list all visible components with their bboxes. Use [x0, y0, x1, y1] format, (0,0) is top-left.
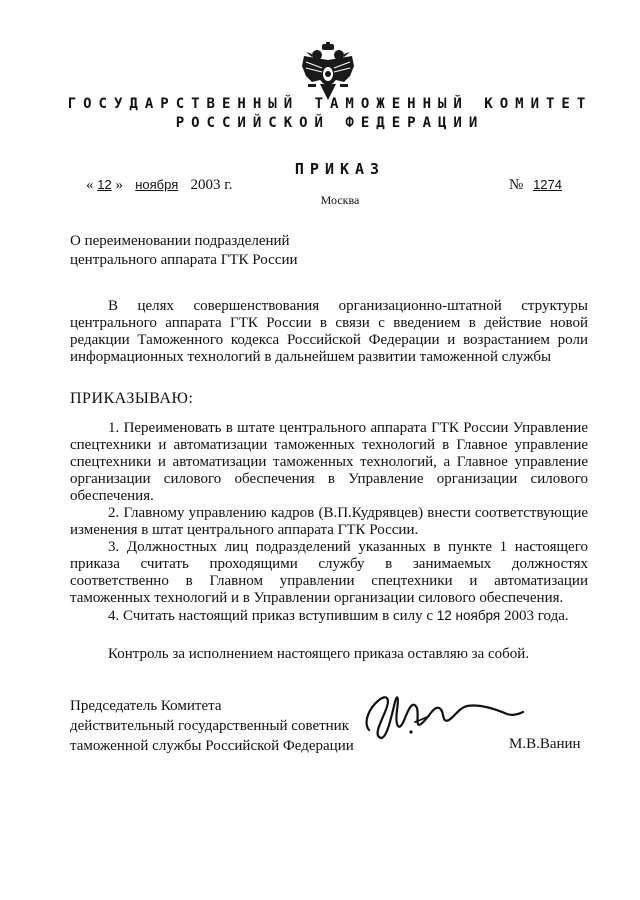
- date-close-quote: »: [115, 177, 123, 193]
- signatory-name: М.В.Ванин: [509, 736, 581, 752]
- signatory-title-line3: таможенной службы Российской Федерации: [70, 738, 354, 754]
- signatory-title: [70, 696, 354, 756]
- document-subject: [70, 232, 370, 270]
- subject-line2: центрального аппарата ГТК России: [70, 252, 298, 268]
- document-city: Москва: [320, 193, 360, 207]
- order-item-4: [70, 607, 588, 625]
- order-item-2: 2. Главному управлению кадров (В.П.Кудрявцев) внести соответствующие изменения в штат центрального аппарата ГТК России.: [70, 505, 588, 538]
- date-month: ноября: [135, 177, 179, 192]
- order-items: [70, 420, 588, 625]
- signatory-title-line1: Председатель Комитета: [70, 698, 222, 714]
- document-date: [86, 177, 232, 194]
- number-prefix: №: [509, 177, 524, 193]
- item4-prefix: 4. Считать настоящий приказ вступившим в силу с: [108, 608, 434, 624]
- document-type: ПРИКАЗ: [294, 160, 386, 178]
- date-open-quote: «: [86, 177, 94, 193]
- order-item-3: 3. Должностных лиц подразделений указанных в пункте 1 настоящего приказа считать проходящими службу в занимаемых должностях соответственно в Главном управлении спецтехники и автоматизации таможенных технологий и в Управлении организации силового обеспечения.: [70, 539, 588, 606]
- handwritten-signature-icon: [355, 678, 525, 748]
- item4-date: 12 ноября: [436, 608, 501, 623]
- order-heading: ПРИКАЗЫВАЮ:: [70, 390, 194, 407]
- date-year: 2003 г.: [190, 177, 233, 193]
- control-paragraph: Контроль за исполнением настоящего приказа оставляю за собой.: [108, 646, 530, 662]
- number-value: 1274: [533, 177, 562, 192]
- document-number: [509, 177, 609, 194]
- item4-suffix: 2003 года.: [503, 608, 569, 624]
- signatory-title-line2: действительный государственный советник: [70, 718, 350, 734]
- emblem-icon: [300, 42, 356, 104]
- order-item-1: 1. Переименовать в штате центрального аппарата ГТК России Управление спецтехники и автоматизации таможенных технологий в Главное управление спецтехники и автоматизации таможенных технологий, а Главное управление организации силового обеспечения в Управление организации силового обеспечения.: [70, 420, 588, 504]
- preamble-paragraph: В целях совершенствования организационно-штатной структуры центрального аппарата ГТК России в связи с введением в действие новой редакции Таможенного кодекса Российской Федерации и возрастанием роли информационных технологий в дальнейшем развитии таможенной службы: [70, 298, 588, 365]
- subject-line1: О переименовании подразделений: [70, 233, 290, 249]
- date-day: 12: [97, 177, 112, 192]
- organization-name-line1: ГОСУДАРСТВЕННЫЙ ТАМОЖЕННЫЙ КОМИТЕТ: [67, 96, 593, 112]
- organization-name-line2: РОССИЙСКОЙ ФЕДЕРАЦИИ: [175, 115, 485, 131]
